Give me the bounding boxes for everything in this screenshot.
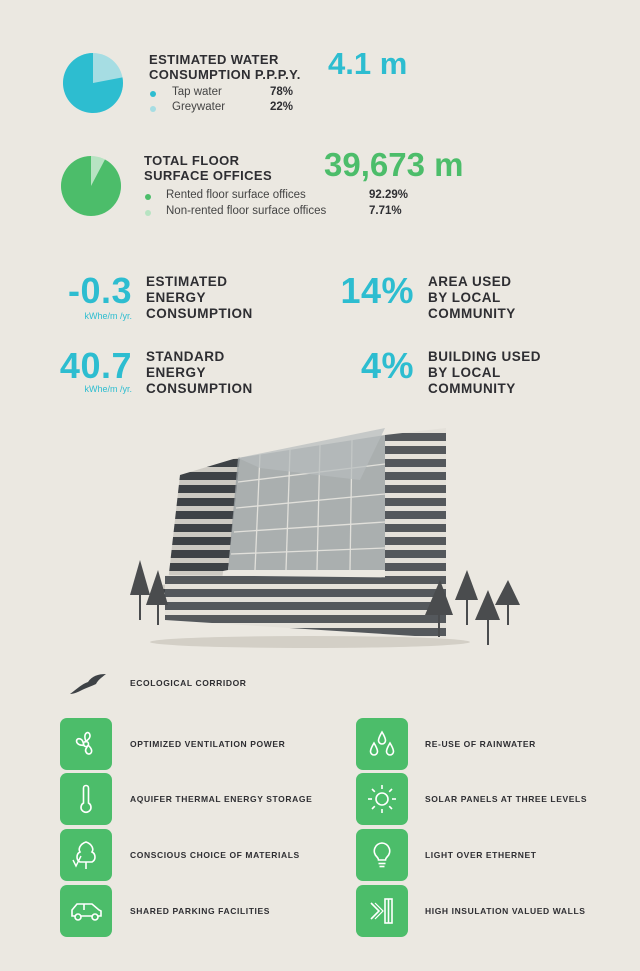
- feature-aquifer-label: AQUIFER THERMAL ENERGY STORAGE: [130, 794, 313, 804]
- feature-ventilation-tile: [60, 718, 112, 770]
- fan-icon: [70, 728, 102, 760]
- feature-solar-label: SOLAR PANELS AT THREE LEVELS: [425, 794, 588, 804]
- energy-est-unit: kWhe/m /yr.: [84, 311, 132, 321]
- legend-dot-tap-water: [150, 91, 156, 97]
- legend-dot-greywater: [150, 106, 156, 112]
- energy-std-unit: kWhe/m /yr.: [84, 384, 132, 394]
- energy-est-label: ESTIMATED ENERGY CONSUMPTION: [146, 274, 253, 321]
- feature-parking-tile: [60, 885, 112, 937]
- thermometer-icon: [70, 783, 102, 815]
- feature-rainwater-tile: [356, 718, 408, 770]
- feature-insulation-label: HIGH INSULATION VALUED WALLS: [425, 906, 586, 916]
- feature-insulation-tile: [356, 885, 408, 937]
- bird-icon: [68, 672, 108, 698]
- feature-materials-tile: [60, 829, 112, 881]
- floor-value: 39,673 m: [324, 146, 464, 183]
- area-local-label: AREA USED BY LOCAL COMMUNITY: [428, 274, 516, 321]
- feature-ventilation-label: OPTIMIZED VENTILATION POWER: [130, 739, 286, 749]
- feature-solar-tile: [356, 773, 408, 825]
- energy-std-value: 40.7: [59, 345, 132, 386]
- ecological-corridor-label: ECOLOGICAL CORRIDOR: [130, 678, 247, 688]
- water-drops-icon: [366, 728, 398, 760]
- building-illustration: [110, 420, 530, 660]
- water-value: 4.1 m: [328, 46, 408, 81]
- feature-light-label: LIGHT OVER ETHERNET: [425, 850, 537, 860]
- floor-title: TOTAL FLOOR SURFACE OFFICES: [144, 153, 273, 183]
- feature-aquifer-tile: [60, 773, 112, 825]
- car-icon: [68, 897, 104, 925]
- energy-est-value: -0.3: [67, 270, 132, 311]
- lightbulb-icon: [366, 839, 398, 871]
- feature-light-tile: [356, 829, 408, 881]
- energy-std-label: STANDARD ENERGY CONSUMPTION: [146, 349, 253, 396]
- feature-parking-label: SHARED PARKING FACILITIES: [130, 906, 270, 916]
- legend-dot-non-rented: [145, 210, 151, 216]
- feature-rainwater-label: RE-USE OF RAINWATER: [425, 739, 536, 749]
- insulated-wall-icon: [366, 895, 398, 927]
- pie-slice-rented: [61, 156, 121, 216]
- sun-icon: [365, 782, 399, 816]
- area-local-value: 14%: [340, 270, 414, 311]
- water-pie-chart: [62, 52, 124, 114]
- building-local-label: BUILDING USED BY LOCAL COMMUNITY: [428, 349, 542, 396]
- water-title: ESTIMATED WATER CONSUMPTION P.P.P.Y.: [149, 52, 301, 82]
- legend-dot-rented: [145, 194, 151, 200]
- feature-materials-label: CONSCIOUS CHOICE OF MATERIALS: [130, 850, 300, 860]
- tree-icon: [69, 838, 103, 872]
- floor-pie-chart: [60, 155, 122, 217]
- building-local-value: 4%: [360, 345, 414, 386]
